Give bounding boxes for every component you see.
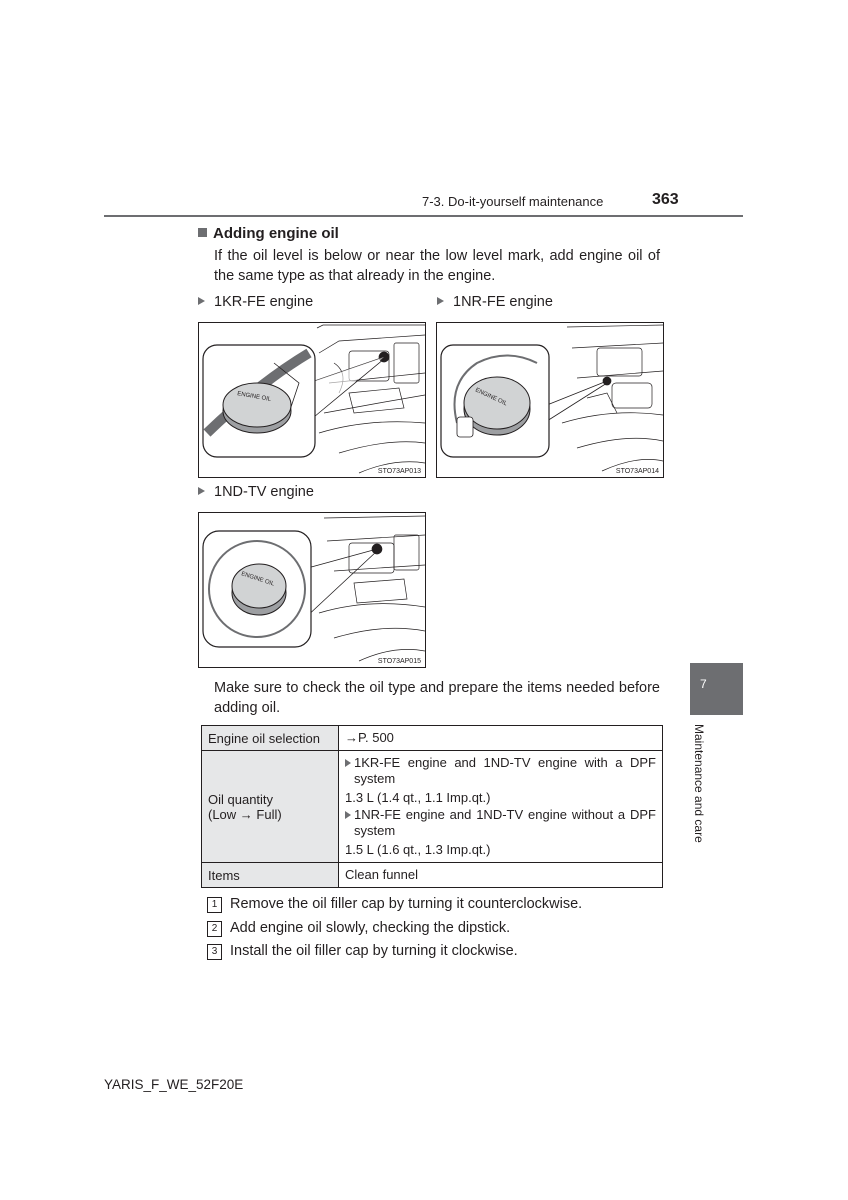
oil-quantity: 1.5 L (1.6 qt., 1.3 Imp.qt.) — [345, 842, 491, 857]
figure-1nr-engine — [436, 322, 664, 478]
table-value: Clean funnel — [339, 863, 663, 888]
engine-variant: 1KR-FE engine and 1ND-TV engine with a DPF system — [345, 755, 656, 787]
engine-illustration — [437, 323, 663, 477]
svg-text:ENGINE OIL: ENGINE OIL — [474, 387, 508, 408]
intro-paragraph: If the oil level is below or near the low level mark, add engine oil of the same type as that already in the engine. — [214, 248, 660, 284]
section-title: 7-3. Do-it-yourself maintenance — [422, 194, 604, 209]
triangle-bullet-icon — [437, 297, 444, 305]
heading-text: Adding engine oil — [213, 225, 339, 242]
svg-text:ENGINE OIL: ENGINE OIL — [240, 571, 275, 588]
table-value — [339, 751, 663, 863]
engine-variant: 1NR-FE engine and 1ND-TV engine without a DPF system — [345, 807, 656, 839]
section-heading — [198, 225, 339, 242]
step-number: 3 — [207, 944, 222, 960]
triangle-bullet-icon — [198, 487, 205, 495]
document-code: YARIS_F_WE_52F20E — [104, 1077, 244, 1092]
figure-code: STO73AP013 — [377, 468, 421, 475]
step-1 — [207, 896, 582, 913]
square-bullet-icon — [198, 228, 207, 237]
note-paragraph: Make sure to check the oil type and prepare the items needed before adding oil. — [214, 680, 660, 716]
table-value: →P. 500 — [339, 726, 663, 751]
chapter-number: 7 — [700, 677, 707, 691]
engine-label-1kr: 1KR-FE engine — [198, 294, 313, 310]
engine-label-1nd: 1ND-TV engine — [198, 484, 314, 500]
engine-illustration — [199, 323, 425, 477]
table-label — [202, 751, 339, 863]
figure-code: STO73AP015 — [377, 658, 421, 665]
table-label: Engine oil selection — [202, 726, 339, 751]
engine-label-1nr: 1NR-FE engine — [437, 294, 553, 310]
label-line: Oil quantity — [208, 791, 274, 807]
page-number: 363 — [652, 191, 679, 208]
figure-code: STO73AP014 — [615, 468, 659, 475]
step-number: 1 — [207, 897, 222, 913]
oil-quantity: 1.3 L (1.4 qt., 1.1 Imp.qt.) — [345, 790, 491, 805]
figure-1kr-engine — [198, 322, 426, 478]
figure-1nd-engine — [198, 512, 426, 668]
table-row — [202, 863, 663, 888]
engine-illustration — [199, 513, 425, 667]
chapter-tab — [690, 663, 743, 715]
table-row — [202, 751, 663, 863]
header-rule — [104, 215, 743, 217]
step-2 — [207, 920, 510, 937]
label-line: (Low → Full) — [208, 806, 282, 822]
svg-text:ENGINE OIL: ENGINE OIL — [236, 391, 272, 403]
step-text: Remove the oil filler cap by turning it counterclockwise. — [230, 896, 583, 912]
table-row — [202, 726, 663, 751]
step-number: 2 — [207, 921, 222, 937]
oil-spec-table — [201, 725, 663, 888]
step-3 — [207, 943, 518, 960]
step-text: Add engine oil slowly, checking the dipstick. — [230, 920, 511, 936]
step-text: Install the oil filler cap by turning it clockwise. — [230, 943, 518, 959]
triangle-bullet-icon — [198, 297, 205, 305]
chapter-title: Maintenance and care — [692, 724, 706, 843]
table-label: Items — [202, 863, 339, 888]
triangle-bullet-icon — [345, 811, 351, 819]
triangle-bullet-icon — [345, 759, 351, 767]
